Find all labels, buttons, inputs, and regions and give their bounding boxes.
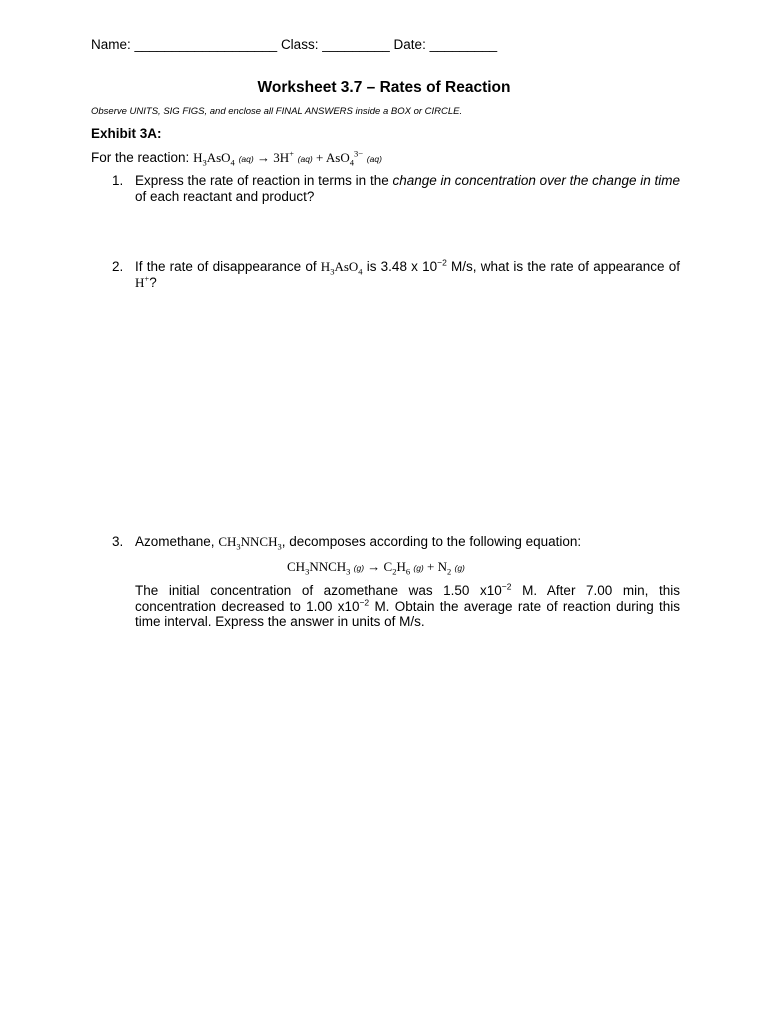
question-2: 2. If the rate of disappearance of $H_3AsO_4$ is 3.48 x $10^{-2}$ M/s, what is the rate of appearance of H+?	[112, 257, 680, 290]
worksheet-title: Worksheet 3.7 – Rates of Reaction	[257, 79, 511, 96]
class-field: Class: _________	[280, 37, 390, 52]
instructions: Observe UNITS, SIG FIGS, and enclose all FINAL ANSWERS inside a BOX or CIRCLE.	[91, 106, 463, 117]
question-1: 1. Express the rate of reaction in terms in the change in concentration over the change in time of each reactant and product?	[112, 173, 681, 204]
date-field: Date: _________	[393, 37, 498, 52]
product-hplus: 3H+	[273, 148, 294, 165]
product-aso4: AsO$_4^{3-}$	[325, 148, 364, 168]
question-3: 3. Azomethane, $CH_3NNCH_3$, decomposes according to the following equation:	[112, 534, 582, 552]
student-info-line	[91, 37, 497, 52]
exhibit-reaction: For the reaction: $H_3AsO_4$ (aq) → 3H+ (aq) + AsO$_4^{3-}$ (aq)	[91, 148, 382, 168]
azomethane-equation: $CH_3NNCH_3$ $(g) \to C_2H_6$ $(g) + N_2$ (g)	[287, 559, 465, 577]
name-field: Name: ___________________	[91, 37, 278, 52]
exhibit-label: Exhibit 3A:	[91, 126, 162, 141]
question-3-body: The initial concentration of azomethane was 1.50 $x10^{-2}$ M. After 7.00 min, this concentration decreased to 1.00 $x10^{-2}$ M. Obtain the average rate of reaction during this time interval. Express the answer in units of M/s.	[135, 581, 680, 629]
reactant-h3aso4: $H_3AsO_4$	[193, 150, 235, 168]
